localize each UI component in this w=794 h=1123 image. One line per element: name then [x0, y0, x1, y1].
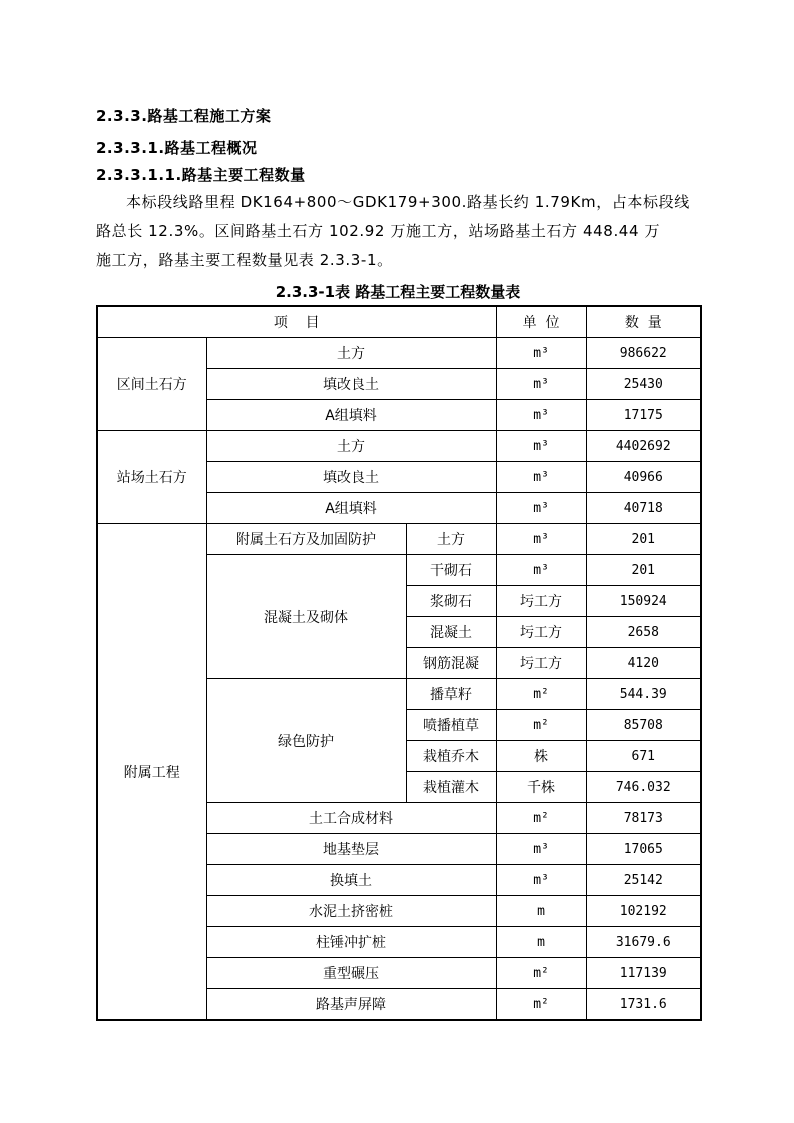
qty-cell: 4120	[586, 648, 701, 679]
unit-cell: m³	[496, 865, 586, 896]
subgroup-concrete: 混凝土及砌体	[206, 555, 406, 679]
table-row	[97, 431, 701, 462]
unit-cell: 圬工方	[496, 617, 586, 648]
item-cell: 栽植乔木	[406, 741, 496, 772]
unit-cell: m³	[496, 524, 586, 555]
qty-cell: 150924	[586, 586, 701, 617]
qty-cell: 1731.6	[586, 989, 701, 1021]
qty-cell: 117139	[586, 958, 701, 989]
item-cell: A组填料	[206, 493, 496, 524]
table-row	[97, 524, 701, 555]
item-cell: 浆砌石	[406, 586, 496, 617]
unit-cell: m³	[496, 493, 586, 524]
item-cell: 填改良土	[206, 369, 496, 400]
body-paragraph	[96, 188, 700, 275]
qty-cell: 85708	[586, 710, 701, 741]
item-cell: 柱锤冲扩桩	[206, 927, 496, 958]
item-cell: 播草籽	[406, 679, 496, 710]
qty-cell: 201	[586, 524, 701, 555]
item-cell: 干砌石	[406, 555, 496, 586]
unit-cell: m³	[496, 338, 586, 369]
unit-cell: m³	[496, 462, 586, 493]
heading-2-3-3-1: 2.3.3.1.路基工程概况	[96, 139, 258, 157]
item-cell: 栽植灌木	[406, 772, 496, 803]
quantity-table	[96, 305, 702, 1021]
item-cell: 换填土	[206, 865, 496, 896]
paragraph-line-2: 路总长 12.3%。区间路基土石方 102.92 万施工方，站场路基土石方 448.44 万	[96, 222, 661, 240]
unit-cell: m²	[496, 989, 586, 1021]
item-cell: 土方	[206, 338, 496, 369]
unit-cell: m³	[496, 369, 586, 400]
item-cell: 地基垫层	[206, 834, 496, 865]
item-cell: 重型碾压	[206, 958, 496, 989]
unit-cell: 株	[496, 741, 586, 772]
item-cell: 路基声屏障	[206, 989, 496, 1021]
table-caption: 2.3.3-1表 路基工程主要工程数量表	[275, 283, 521, 301]
item-cell: 水泥土挤密桩	[206, 896, 496, 927]
header-qty: 数 量	[586, 306, 701, 338]
qty-cell: 2658	[586, 617, 701, 648]
qty-cell: 17065	[586, 834, 701, 865]
unit-cell: 圬工方	[496, 586, 586, 617]
item-cell: A组填料	[206, 400, 496, 431]
qty-cell: 4402692	[586, 431, 701, 462]
unit-cell: m²	[496, 710, 586, 741]
group-fushu: 附属工程	[97, 524, 206, 1021]
qty-cell: 102192	[586, 896, 701, 927]
table-header-row	[97, 306, 701, 338]
qty-cell: 31679.6	[586, 927, 701, 958]
qty-cell: 671	[586, 741, 701, 772]
unit-cell: m³	[496, 555, 586, 586]
item-cell: 钢筋混凝	[406, 648, 496, 679]
unit-cell: m²	[496, 679, 586, 710]
qty-cell: 986622	[586, 338, 701, 369]
item-cell: 土方	[406, 524, 496, 555]
unit-cell: 圬工方	[496, 648, 586, 679]
item-cell: 土工合成材料	[206, 803, 496, 834]
item-cell: 喷播植草	[406, 710, 496, 741]
qty-cell: 25430	[586, 369, 701, 400]
qty-cell: 78173	[586, 803, 701, 834]
paragraph-line-3: 施工方，路基主要工程数量见表 2.3.3-1。	[96, 251, 393, 269]
group-zhanchang: 站场土石方	[97, 431, 206, 524]
unit-cell: 千株	[496, 772, 586, 803]
subgroup-fushu-earth: 附属土石方及加固防护	[206, 524, 406, 555]
group-qujian: 区间土石方	[97, 338, 206, 431]
unit-cell: m	[496, 896, 586, 927]
qty-cell: 25142	[586, 865, 701, 896]
qty-cell: 17175	[586, 400, 701, 431]
heading-2-3-3: 2.3.3.路基工程施工方案	[96, 107, 272, 125]
unit-cell: m³	[496, 431, 586, 462]
qty-cell: 40966	[586, 462, 701, 493]
unit-cell: m³	[496, 834, 586, 865]
unit-cell: m	[496, 927, 586, 958]
subgroup-green: 绿色防护	[206, 679, 406, 803]
item-cell: 土方	[206, 431, 496, 462]
qty-cell: 544.39	[586, 679, 701, 710]
paragraph-line-1: 本标段线路里程 DK164+800～GDK179+300.路基长约 1.79Km，占本标段线	[126, 193, 690, 211]
qty-cell: 746.032	[586, 772, 701, 803]
unit-cell: m³	[496, 400, 586, 431]
qty-cell: 40718	[586, 493, 701, 524]
header-item: 项 目	[97, 306, 496, 338]
item-cell: 混凝土	[406, 617, 496, 648]
qty-cell: 201	[586, 555, 701, 586]
item-cell: 填改良土	[206, 462, 496, 493]
heading-2-3-3-1-1: 2.3.3.1.1.路基主要工程数量	[96, 166, 306, 184]
unit-cell: m²	[496, 958, 586, 989]
table-row	[97, 338, 701, 369]
header-unit: 单 位	[496, 306, 586, 338]
unit-cell: m²	[496, 803, 586, 834]
